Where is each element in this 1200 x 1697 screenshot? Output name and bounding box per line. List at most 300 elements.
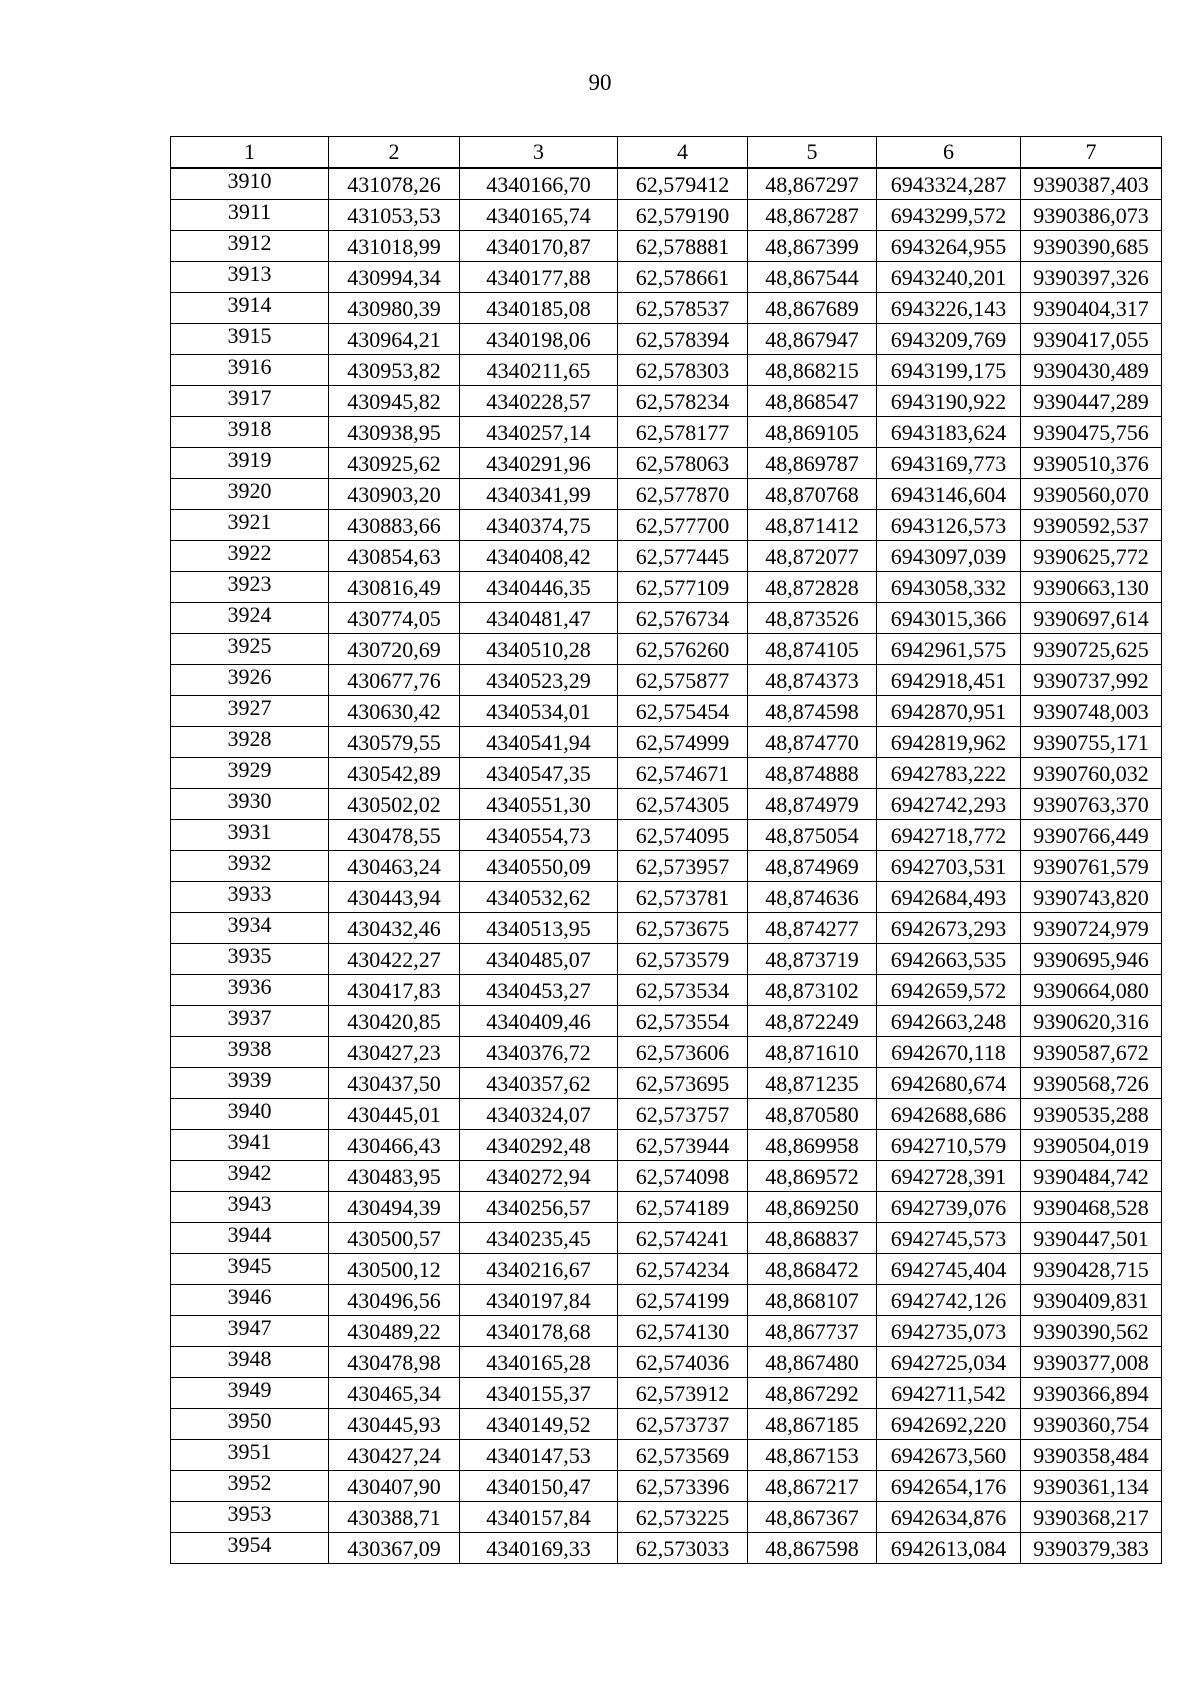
- table-cell: 6942613,084: [877, 1533, 1021, 1564]
- table-cell: 62,574098: [618, 1161, 748, 1192]
- table-cell: 9390484,742: [1021, 1161, 1162, 1192]
- table-cell: 9390761,579: [1021, 851, 1162, 882]
- table-cell: 62,573033: [618, 1533, 748, 1564]
- table-cell: 9390568,726: [1021, 1068, 1162, 1099]
- table-cell: 4340256,57: [460, 1192, 618, 1223]
- table-cell: 430422,27: [329, 944, 460, 975]
- table-cell: 9390560,070: [1021, 479, 1162, 510]
- table-cell: 9390417,055: [1021, 324, 1162, 355]
- table-cell: 430630,42: [329, 696, 460, 727]
- table-cell: 48,874979: [748, 789, 877, 820]
- table-cell: 4340550,09: [460, 851, 618, 882]
- table-cell: 48,867185: [748, 1409, 877, 1440]
- table-cell: 6943097,039: [877, 541, 1021, 572]
- table-cell: 9390377,008: [1021, 1347, 1162, 1378]
- table-row: [171, 168, 1162, 200]
- table-cell: 9390447,501: [1021, 1223, 1162, 1254]
- table-cell: 430367,09: [329, 1533, 460, 1564]
- table-cell: 48,867480: [748, 1347, 877, 1378]
- table-row: [171, 1192, 1162, 1223]
- table-row: [171, 324, 1162, 355]
- table-cell: 430407,90: [329, 1471, 460, 1502]
- table-cell: 62,578661: [618, 262, 748, 293]
- table-cell: 430816,49: [329, 572, 460, 603]
- table-cell: 6942739,076: [877, 1192, 1021, 1223]
- table-cell: 48,869572: [748, 1161, 877, 1192]
- table-cell: 431078,26: [329, 168, 460, 200]
- table-cell: 6943240,201: [877, 262, 1021, 293]
- table-cell: 4340446,35: [460, 572, 618, 603]
- table-row: [171, 634, 1162, 665]
- table-cell: 4340216,67: [460, 1254, 618, 1285]
- table-cell: 430500,12: [329, 1254, 460, 1285]
- table-row: [171, 882, 1162, 913]
- table-cell: 62,576734: [618, 603, 748, 634]
- table-cell: 62,573757: [618, 1099, 748, 1130]
- table-cell: 48,871235: [748, 1068, 877, 1099]
- table-cell: 4340165,74: [460, 200, 618, 231]
- table-cell: 3949: [171, 1378, 329, 1409]
- table-cell: 4340147,53: [460, 1440, 618, 1471]
- table-cell: 6942745,573: [877, 1223, 1021, 1254]
- table-cell: 62,573675: [618, 913, 748, 944]
- table-cell: 62,575877: [618, 665, 748, 696]
- table-cell: 6942783,222: [877, 758, 1021, 789]
- table-cell: 6942819,962: [877, 727, 1021, 758]
- table-row: [171, 386, 1162, 417]
- table-cell: 62,573225: [618, 1502, 748, 1533]
- table-cell: 431053,53: [329, 200, 460, 231]
- table-cell: 62,573534: [618, 975, 748, 1006]
- table-cell: 6942710,579: [877, 1130, 1021, 1161]
- table-cell: 430478,55: [329, 820, 460, 851]
- table-cell: 9390625,772: [1021, 541, 1162, 572]
- table-row: [171, 944, 1162, 975]
- table-cell: 4340409,46: [460, 1006, 618, 1037]
- table-cell: 48,867598: [748, 1533, 877, 1564]
- table-cell: 62,574671: [618, 758, 748, 789]
- table-cell: 4340513,95: [460, 913, 618, 944]
- table-cell: 6942870,951: [877, 696, 1021, 727]
- table-cell: 4340341,99: [460, 479, 618, 510]
- table-cell: 4340408,42: [460, 541, 618, 572]
- table-cell: 6943126,573: [877, 510, 1021, 541]
- table-cell: 48,874969: [748, 851, 877, 882]
- table-cell: 9390409,831: [1021, 1285, 1162, 1316]
- table-row: [171, 1285, 1162, 1316]
- table-cell: 9390379,383: [1021, 1533, 1162, 1564]
- table-cell: 430980,39: [329, 293, 460, 324]
- table-cell: 48,868472: [748, 1254, 877, 1285]
- table-cell: 4340510,28: [460, 634, 618, 665]
- table-cell: 62,573781: [618, 882, 748, 913]
- table-cell: 62,573606: [618, 1037, 748, 1068]
- table-row: [171, 665, 1162, 696]
- table-cell: 6942673,293: [877, 913, 1021, 944]
- table-cell: 430432,46: [329, 913, 460, 944]
- table-cell: 48,867689: [748, 293, 877, 324]
- table-cell: 62,575454: [618, 696, 748, 727]
- table-cell: 48,873719: [748, 944, 877, 975]
- table-cell: 4340357,62: [460, 1068, 618, 1099]
- table-cell: 4340292,48: [460, 1130, 618, 1161]
- table-cell: 430945,82: [329, 386, 460, 417]
- column-header: 6: [877, 137, 1021, 169]
- table-row: [171, 1471, 1162, 1502]
- table-cell: 9390737,992: [1021, 665, 1162, 696]
- table-row: [171, 789, 1162, 820]
- table-row: [171, 820, 1162, 851]
- table-cell: 3923: [171, 572, 329, 603]
- table-cell: 48,869105: [748, 417, 877, 448]
- table-cell: 48,868837: [748, 1223, 877, 1254]
- table-cell: 9390430,489: [1021, 355, 1162, 386]
- table-row: [171, 758, 1162, 789]
- table-cell: 9390366,894: [1021, 1378, 1162, 1409]
- table-cell: 6942634,876: [877, 1502, 1021, 1533]
- table-cell: 62,577700: [618, 510, 748, 541]
- table-cell: 6943058,332: [877, 572, 1021, 603]
- table-cell: 62,574189: [618, 1192, 748, 1223]
- table-cell: 3920: [171, 479, 329, 510]
- table-cell: 430502,02: [329, 789, 460, 820]
- table-cell: 62,573737: [618, 1409, 748, 1440]
- table-cell: 9390447,289: [1021, 386, 1162, 417]
- table-cell: 9390468,528: [1021, 1192, 1162, 1223]
- table-cell: 6942654,176: [877, 1471, 1021, 1502]
- table-cell: 62,577109: [618, 572, 748, 603]
- table-cell: 430445,93: [329, 1409, 460, 1440]
- table-cell: 48,874373: [748, 665, 877, 696]
- table-cell: 6943324,287: [877, 168, 1021, 200]
- table-cell: 3916: [171, 355, 329, 386]
- table-cell: 4340374,75: [460, 510, 618, 541]
- table-cell: 430925,62: [329, 448, 460, 479]
- table-cell: 9390697,614: [1021, 603, 1162, 634]
- table-row: [171, 1440, 1162, 1471]
- table-row: [171, 1409, 1162, 1440]
- table-cell: 9390504,019: [1021, 1130, 1162, 1161]
- table-cell: 6942745,404: [877, 1254, 1021, 1285]
- table-row: [171, 1037, 1162, 1068]
- table-cell: 3934: [171, 913, 329, 944]
- table-row: [171, 913, 1162, 944]
- table-cell: 3912: [171, 231, 329, 262]
- table-cell: 4340198,06: [460, 324, 618, 355]
- table-cell: 6942673,560: [877, 1440, 1021, 1471]
- table-cell: 9390428,715: [1021, 1254, 1162, 1285]
- table-cell: 3948: [171, 1347, 329, 1378]
- table-cell: 4340157,84: [460, 1502, 618, 1533]
- table-cell: 48,868547: [748, 386, 877, 417]
- table-cell: 48,870580: [748, 1099, 877, 1130]
- table-cell: 4340272,94: [460, 1161, 618, 1192]
- table-cell: 6942735,073: [877, 1316, 1021, 1347]
- table-cell: 3950: [171, 1409, 329, 1440]
- table-cell: 430427,23: [329, 1037, 460, 1068]
- table-cell: 3935: [171, 944, 329, 975]
- table-cell: 9390724,979: [1021, 913, 1162, 944]
- table-cell: 3937: [171, 1006, 329, 1037]
- table-cell: 430774,05: [329, 603, 460, 634]
- table-cell: 9390386,073: [1021, 200, 1162, 231]
- table-cell: 6942703,531: [877, 851, 1021, 882]
- table-cell: 3936: [171, 975, 329, 1006]
- table-cell: 9390404,317: [1021, 293, 1162, 324]
- table-cell: 6942670,118: [877, 1037, 1021, 1068]
- page-number: 90: [588, 70, 612, 95]
- table-row: [171, 727, 1162, 758]
- table-cell: 3946: [171, 1285, 329, 1316]
- table-cell: 9390755,171: [1021, 727, 1162, 758]
- table-cell: 3917: [171, 386, 329, 417]
- table-cell: 4340547,35: [460, 758, 618, 789]
- table-cell: 3924: [171, 603, 329, 634]
- table-cell: 3928: [171, 727, 329, 758]
- table-cell: 3931: [171, 820, 329, 851]
- table-cell: 4340291,96: [460, 448, 618, 479]
- table-cell: 430883,66: [329, 510, 460, 541]
- table-row: [171, 200, 1162, 231]
- table-cell: 62,574241: [618, 1223, 748, 1254]
- table-cell: 6942742,293: [877, 789, 1021, 820]
- table-cell: 3915: [171, 324, 329, 355]
- table-cell: 6943226,143: [877, 293, 1021, 324]
- table-cell: 430466,43: [329, 1130, 460, 1161]
- table-cell: 48,873102: [748, 975, 877, 1006]
- table-cell: 3932: [171, 851, 329, 882]
- table-cell: 6943015,366: [877, 603, 1021, 634]
- table-cell: 9390748,003: [1021, 696, 1162, 727]
- table-cell: 6942725,034: [877, 1347, 1021, 1378]
- table-cell: 3913: [171, 262, 329, 293]
- table-cell: 3943: [171, 1192, 329, 1223]
- table-cell: 3945: [171, 1254, 329, 1285]
- table-cell: 62,574095: [618, 820, 748, 851]
- table-cell: 430417,83: [329, 975, 460, 1006]
- table-cell: 4340235,45: [460, 1223, 618, 1254]
- table-cell: 430677,76: [329, 665, 460, 696]
- table-cell: 48,872249: [748, 1006, 877, 1037]
- table-cell: 9390360,754: [1021, 1409, 1162, 1440]
- table-cell: 9390663,130: [1021, 572, 1162, 603]
- table-cell: 4340523,29: [460, 665, 618, 696]
- table-cell: 9390664,080: [1021, 975, 1162, 1006]
- table-cell: 62,578234: [618, 386, 748, 417]
- table-cell: 6942718,772: [877, 820, 1021, 851]
- table-cell: 4340169,33: [460, 1533, 618, 1564]
- table-cell: 62,573695: [618, 1068, 748, 1099]
- table-cell: 62,573579: [618, 944, 748, 975]
- table-cell: 431018,99: [329, 231, 460, 262]
- table-cell: 48,868107: [748, 1285, 877, 1316]
- table-cell: 48,867292: [748, 1378, 877, 1409]
- table-cell: 9390592,537: [1021, 510, 1162, 541]
- table-cell: 430994,34: [329, 262, 460, 293]
- column-header: 1: [171, 137, 329, 169]
- table-cell: 430542,89: [329, 758, 460, 789]
- table-cell: 430437,50: [329, 1068, 460, 1099]
- table-cell: 4340177,88: [460, 262, 618, 293]
- table-cell: 4340554,73: [460, 820, 618, 851]
- table-cell: 3910: [171, 168, 329, 200]
- table-cell: 48,874105: [748, 634, 877, 665]
- table-row: [171, 355, 1162, 386]
- table-cell: 6943146,604: [877, 479, 1021, 510]
- table-row: [171, 1161, 1162, 1192]
- table-cell: 3911: [171, 200, 329, 231]
- table-cell: 48,867367: [748, 1502, 877, 1533]
- table-row: [171, 696, 1162, 727]
- table-cell: 6942918,451: [877, 665, 1021, 696]
- table-row: [171, 510, 1162, 541]
- table-cell: 6943209,769: [877, 324, 1021, 355]
- column-header: 4: [618, 137, 748, 169]
- table-cell: 4340155,37: [460, 1378, 618, 1409]
- table-cell: 430854,63: [329, 541, 460, 572]
- table-cell: 3938: [171, 1037, 329, 1068]
- table-cell: 3952: [171, 1471, 329, 1502]
- table-cell: 3921: [171, 510, 329, 541]
- table-cell: 430427,24: [329, 1440, 460, 1471]
- table-cell: 48,867544: [748, 262, 877, 293]
- table-cell: 3947: [171, 1316, 329, 1347]
- table-cell: 4340257,14: [460, 417, 618, 448]
- table-cell: 4340150,47: [460, 1471, 618, 1502]
- table-cell: 430463,24: [329, 851, 460, 882]
- table-cell: 48,868215: [748, 355, 877, 386]
- table-cell: 430494,39: [329, 1192, 460, 1223]
- table-row: [171, 541, 1162, 572]
- table-cell: 62,578394: [618, 324, 748, 355]
- table-cell: 62,574036: [618, 1347, 748, 1378]
- table-cell: 4340481,47: [460, 603, 618, 634]
- table-cell: 3918: [171, 417, 329, 448]
- table-cell: 3933: [171, 882, 329, 913]
- coordinates-table: [170, 136, 1162, 1564]
- table-cell: 4340541,94: [460, 727, 618, 758]
- table-cell: 48,873526: [748, 603, 877, 634]
- table-cell: 48,867947: [748, 324, 877, 355]
- table-cell: 6943199,175: [877, 355, 1021, 386]
- table-cell: 430420,85: [329, 1006, 460, 1037]
- table-cell: 430500,57: [329, 1223, 460, 1254]
- table-cell: 62,573944: [618, 1130, 748, 1161]
- table-cell: 48,874888: [748, 758, 877, 789]
- table-cell: 6942663,248: [877, 1006, 1021, 1037]
- table-cell: 6943299,572: [877, 200, 1021, 231]
- table-row: [171, 1068, 1162, 1099]
- table-cell: 4340453,27: [460, 975, 618, 1006]
- table-cell: 9390695,946: [1021, 944, 1162, 975]
- table-cell: 48,867737: [748, 1316, 877, 1347]
- table-row: [171, 1347, 1162, 1378]
- table-cell: 3944: [171, 1223, 329, 1254]
- column-header: 7: [1021, 137, 1162, 169]
- table-cell: 6942728,391: [877, 1161, 1021, 1192]
- table-row: [171, 1006, 1162, 1037]
- table-cell: 9390390,685: [1021, 231, 1162, 262]
- table-cell: 62,574199: [618, 1285, 748, 1316]
- table-cell: 3940: [171, 1099, 329, 1130]
- table-cell: 4340485,07: [460, 944, 618, 975]
- table-cell: 4340376,72: [460, 1037, 618, 1068]
- table-cell: 48,871412: [748, 510, 877, 541]
- table-cell: 3925: [171, 634, 329, 665]
- table-cell: 62,578881: [618, 231, 748, 262]
- table-cell: 9390535,288: [1021, 1099, 1162, 1130]
- table-cell: 48,867153: [748, 1440, 877, 1471]
- table-row: [171, 1223, 1162, 1254]
- table-cell: 6943169,773: [877, 448, 1021, 479]
- table-cell: 9390766,449: [1021, 820, 1162, 851]
- table-cell: 62,579412: [618, 168, 748, 200]
- table-cell: 4340551,30: [460, 789, 618, 820]
- table-row: [171, 231, 1162, 262]
- table-cell: 6942663,535: [877, 944, 1021, 975]
- column-header: 3: [460, 137, 618, 169]
- table-cell: 9390397,326: [1021, 262, 1162, 293]
- table-cell: 4340211,65: [460, 355, 618, 386]
- table-cell: 430489,22: [329, 1316, 460, 1347]
- table-cell: 4340166,70: [460, 168, 618, 200]
- table-cell: 48,871610: [748, 1037, 877, 1068]
- table-cell: 6943190,922: [877, 386, 1021, 417]
- table-cell: 48,869250: [748, 1192, 877, 1223]
- table-row: [171, 293, 1162, 324]
- table-cell: 62,573396: [618, 1471, 748, 1502]
- table-cell: 62,574305: [618, 789, 748, 820]
- table-cell: 62,579190: [618, 200, 748, 231]
- table-cell: 3951: [171, 1440, 329, 1471]
- table-row: [171, 1099, 1162, 1130]
- table-row: [171, 479, 1162, 510]
- table-row: [171, 1316, 1162, 1347]
- table-cell: 3953: [171, 1502, 329, 1533]
- table-cell: 62,574130: [618, 1316, 748, 1347]
- table-cell: 48,867217: [748, 1471, 877, 1502]
- table-cell: 6942680,674: [877, 1068, 1021, 1099]
- table-cell: 430388,71: [329, 1502, 460, 1533]
- table-cell: 62,574234: [618, 1254, 748, 1285]
- table-cell: 3929: [171, 758, 329, 789]
- table-cell: 6943264,955: [877, 231, 1021, 262]
- table-cell: 3930: [171, 789, 329, 820]
- table-cell: 62,573554: [618, 1006, 748, 1037]
- table-cell: 48,867297: [748, 168, 877, 200]
- table-cell: 9390387,403: [1021, 168, 1162, 200]
- table-cell: 9390587,672: [1021, 1037, 1162, 1068]
- table-cell: 3939: [171, 1068, 329, 1099]
- table-cell: 62,577870: [618, 479, 748, 510]
- table-cell: 48,874636: [748, 882, 877, 913]
- table-cell: 430443,94: [329, 882, 460, 913]
- table-cell: 48,869958: [748, 1130, 877, 1161]
- table-cell: 48,875054: [748, 820, 877, 851]
- table-cell: 6942684,493: [877, 882, 1021, 913]
- table-row: [171, 603, 1162, 634]
- table-cell: 48,872077: [748, 541, 877, 572]
- table-cell: 430465,34: [329, 1378, 460, 1409]
- table-cell: 62,574999: [618, 727, 748, 758]
- table-body: [171, 168, 1162, 1564]
- table-cell: 3941: [171, 1130, 329, 1161]
- table-cell: 62,573912: [618, 1378, 748, 1409]
- table-cell: 48,870768: [748, 479, 877, 510]
- table-cell: 6942711,542: [877, 1378, 1021, 1409]
- table-cell: 62,578303: [618, 355, 748, 386]
- table-cell: 62,573957: [618, 851, 748, 882]
